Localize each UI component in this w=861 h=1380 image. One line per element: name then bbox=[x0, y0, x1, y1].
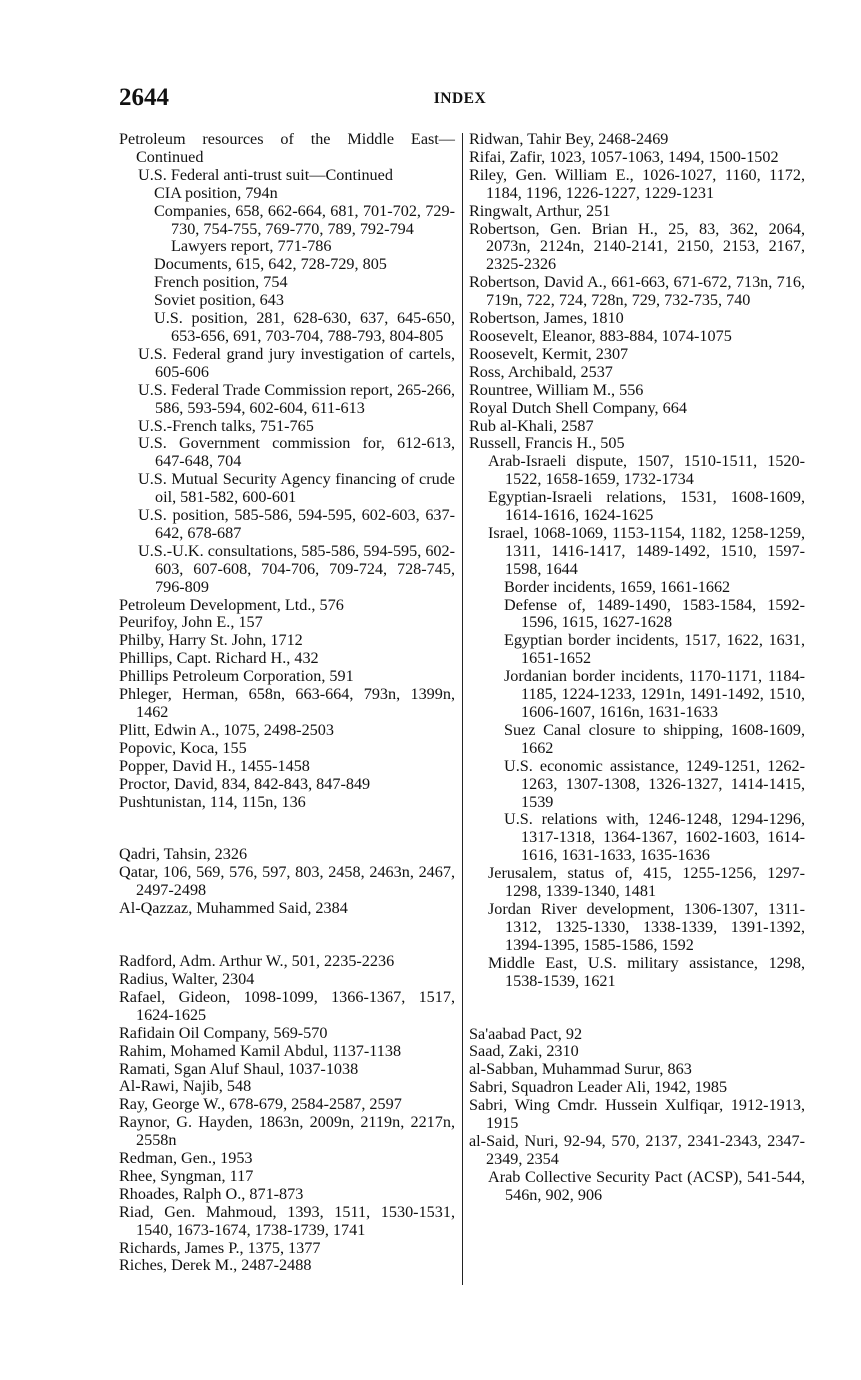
index-entry: Rifai, Zafir, 1023, 1057-1063, 1494, 1500-1502 bbox=[469, 147, 779, 166]
index-subentry: Middle East, U.S. military assistance, 1298, 1538-1539, 1621 bbox=[488, 953, 805, 990]
index-entry: Ramati, Sgan Aluf Shaul, 1037-1038 bbox=[119, 1059, 359, 1078]
index-entry: Al-Qazzaz, Muhammed Said, 2384 bbox=[119, 899, 348, 918]
index-subentry: Egyptian border incidents, 1517, 1622, 1631, 1651-1652 bbox=[504, 631, 805, 668]
index-entry: Plitt, Edwin A., 1075, 2498-2503 bbox=[119, 720, 334, 739]
page-header bbox=[0, 84, 861, 114]
index-entry: Redman, Gen., 1953 bbox=[119, 1149, 253, 1168]
index-entry: Proctor, David, 834, 842-843, 847-849 bbox=[119, 774, 371, 793]
index-entry: Richards, James P., 1375, 1377 bbox=[119, 1238, 321, 1257]
index-entry: Roosevelt, Eleanor, 883-884, 1074-1075 bbox=[469, 326, 732, 345]
index-entry: Riches, Derek M., 2487-2488 bbox=[119, 1256, 312, 1275]
index-entry: Petroleum Development, Ltd., 576 bbox=[119, 595, 344, 614]
index-entry: Petroleum resources of the Middle East—Continued bbox=[119, 130, 455, 166]
index-subentry: Lawyers report, 771-786 bbox=[171, 237, 332, 256]
index-entry: Riad, Gen. Mahmoud, 1393, 1511, 1530-1531, 1540, 1673-1674, 1738-1739, 1741 bbox=[119, 1202, 455, 1239]
index-subentry: Soviet position, 643 bbox=[154, 291, 284, 310]
index-subentry: U.S. position, 281, 628-630, 637, 645-650, 653-656, 691, 703-704, 788-793, 804-805 bbox=[154, 309, 455, 345]
index-subentry: Jerusalem, status of, 415, 1255-1256, 1297-1298, 1339-1340, 1481 bbox=[488, 864, 805, 901]
index-entry: Rhee, Syngman, 117 bbox=[119, 1166, 254, 1185]
index-entry: Popper, David H., 1455-1458 bbox=[119, 756, 310, 775]
index-entry: Robertson, David A., 661-663, 671-672, 713n, 716, 719n, 722, 724, 728n, 729, 732-735, 740 bbox=[469, 273, 805, 310]
index-entry: Popovic, Koca, 155 bbox=[119, 738, 247, 757]
index-entry: Ray, George W., 678-679, 2584-2587, 2597 bbox=[119, 1095, 402, 1114]
index-column-left bbox=[119, 131, 455, 1275]
index-subentry: Jordanian border incidents, 1170-1171, 1184-1185, 1224-1233, 1291n, 1491-1492, 1510, 1606-1607, 1616n, 1631-1633 bbox=[504, 667, 805, 721]
index-entry: Saad, Zaki, 2310 bbox=[469, 1042, 579, 1061]
index-entry: Ridwan, Tahir Bey, 2468-2469 bbox=[469, 130, 669, 148]
index-entry: Rub al-Khali, 2587 bbox=[469, 416, 594, 435]
index-subentry: U.S. Federal Trade Commission report, 265-266, 586, 593-594, 602-604, 611-613 bbox=[138, 380, 455, 417]
index-entry: Sa'aabad Pact, 92 bbox=[469, 1024, 583, 1043]
index-entry: Roosevelt, Kermit, 2307 bbox=[469, 344, 629, 363]
index-entry: Rountree, William M., 556 bbox=[469, 380, 644, 399]
index-entry: Qadri, Tahsin, 2326 bbox=[119, 845, 248, 864]
running-head: INDEX bbox=[433, 90, 487, 107]
index-entry: Radford, Adm. Arthur W., 501, 2235-2236 bbox=[119, 952, 395, 971]
index-entry: Peurifoy, John E., 157 bbox=[119, 613, 263, 632]
index-entry: Sabri, Squadron Leader Ali, 1942, 1985 bbox=[469, 1078, 728, 1097]
index-subentry: Jordan River development, 1306-1307, 1311-1312, 1325-1330, 1338-1339, 1391-1392, 1394-1395, 1585-1586, 1592 bbox=[488, 899, 805, 954]
index-entry: Radius, Walter, 2304 bbox=[119, 969, 255, 988]
index-entry: Qatar, 106, 569, 576, 597, 803, 2458, 2463n, 2467, 2497-2498 bbox=[119, 863, 455, 900]
page-number: 2644 bbox=[119, 84, 169, 111]
index-subentry: U.S.-French talks, 751-765 bbox=[138, 416, 314, 435]
index-entry: Riley, Gen. William E., 1026-1027, 1160, 1172, 1184, 1196, 1226-1227, 1229-1231 bbox=[469, 165, 805, 202]
index-column-right bbox=[469, 131, 805, 1205]
index-subentry: Defense of, 1489-1490, 1583-1584, 1592-1596, 1615, 1627-1628 bbox=[504, 595, 805, 632]
index-entry: Rahim, Mohamed Kamil Abdul, 1137-1138 bbox=[119, 1041, 402, 1060]
index-entry: Philby, Harry St. John, 1712 bbox=[119, 631, 303, 650]
index-subentry: French position, 754 bbox=[154, 273, 288, 292]
index-entry: Rafael, Gideon, 1098-1099, 1366-1367, 1517, 1624-1625 bbox=[119, 987, 455, 1024]
index-subentry: U.S.-U.K. consultations, 585-586, 594-595, 602-603, 607-608, 704-706, 709-724, 728-745, 796-809 bbox=[138, 541, 455, 596]
index-entry: Phleger, Herman, 658n, 663-664, 793n, 1399n, 1462 bbox=[119, 685, 455, 721]
index-entry: Rhoades, Ralph O., 871-873 bbox=[119, 1184, 304, 1203]
index-entry: Ringwalt, Arthur, 251 bbox=[469, 201, 611, 220]
index-entry: al-Said, Nuri, 92-94, 570, 2137, 2341-2343, 2347-2349, 2354 bbox=[469, 1131, 805, 1168]
index-entry: al-Sabban, Muhammad Surur, 863 bbox=[469, 1060, 692, 1079]
index-entry: Al-Rawi, Najib, 548 bbox=[119, 1077, 252, 1096]
index-subentry: U.S. Federal grand jury investigation of cartels, 605-606 bbox=[138, 344, 455, 381]
index-entry: Raynor, G. Hayden, 1863n, 2009n, 2119n, 2217n, 2558n bbox=[119, 1113, 455, 1150]
index-subentry: U.S. Federal anti-trust suit—Continued bbox=[138, 165, 393, 184]
index-subentry: Border incidents, 1659, 1661-1662 bbox=[504, 577, 731, 596]
index-entry: Phillips Petroleum Corporation, 591 bbox=[119, 667, 354, 686]
index-subentry: Suez Canal closure to shipping, 1608-1609, 1662 bbox=[504, 720, 805, 757]
index-entry: Royal Dutch Shell Company, 664 bbox=[469, 398, 687, 417]
column-divider bbox=[462, 133, 463, 1285]
index-subentry: U.S. relations with, 1246-1248, 1294-1296, 1317-1318, 1364-1367, 1602-1603, 1614-1616, 1631-1633, 1635-1636 bbox=[504, 810, 805, 865]
index-subentry: Documents, 615, 642, 728-729, 805 bbox=[154, 255, 387, 274]
index-subentry: Arab-Israeli dispute, 1507, 1510-1511, 1520-1522, 1658-1659, 1732-1734 bbox=[488, 452, 805, 489]
index-subentry: Israel, 1068-1069, 1153-1154, 1182, 1258-1259, 1311, 1416-1417, 1489-1492, 1510, 1597-1598, 1644 bbox=[488, 523, 805, 578]
index-subentry: U.S. Government commission for, 612-613, 647-648, 704 bbox=[138, 434, 455, 471]
index-subentry: CIA position, 794n bbox=[154, 183, 278, 202]
index-entry: Russell, Francis H., 505 bbox=[469, 434, 625, 453]
index-entry: Pushtunistan, 114, 115n, 136 bbox=[119, 792, 306, 811]
index-subentry: U.S. economic assistance, 1249-1251, 1262-1263, 1307-1308, 1326-1327, 1414-1415, 1539 bbox=[504, 756, 805, 811]
index-subentry: Egyptian-Israeli relations, 1531, 1608-1609, 1614-1616, 1624-1625 bbox=[488, 488, 805, 525]
index-subentry: Companies, 658, 662-664, 681, 701-702, 729-730, 754-755, 769-770, 789, 792-794 bbox=[154, 201, 455, 238]
index-entry: Sabri, Wing Cmdr. Hussein Xulfiqar, 1912-1913, 1915 bbox=[469, 1096, 805, 1133]
index-entry: Phillips, Capt. Richard H., 432 bbox=[119, 649, 319, 668]
index-subentry: U.S. position, 585-586, 594-595, 602-603, 637-642, 678-687 bbox=[138, 506, 455, 542]
index-subentry: Arab Collective Security Pact (ACSP), 541-544, 546n, 902, 906 bbox=[488, 1167, 805, 1204]
index-entry: Ross, Archibald, 2537 bbox=[469, 362, 613, 381]
index-entry: Rafidain Oil Company, 569-570 bbox=[119, 1023, 328, 1042]
index-entry: Robertson, James, 1810 bbox=[469, 309, 624, 328]
index-entry: Robertson, Gen. Brian H., 25, 83, 362, 2064, 2073n, 2124n, 2140-2141, 2150, 2153, 2167, 2325-2326 bbox=[469, 219, 805, 274]
index-subentry: U.S. Mutual Security Agency financing of crude oil, 581-582, 600-601 bbox=[138, 470, 455, 507]
